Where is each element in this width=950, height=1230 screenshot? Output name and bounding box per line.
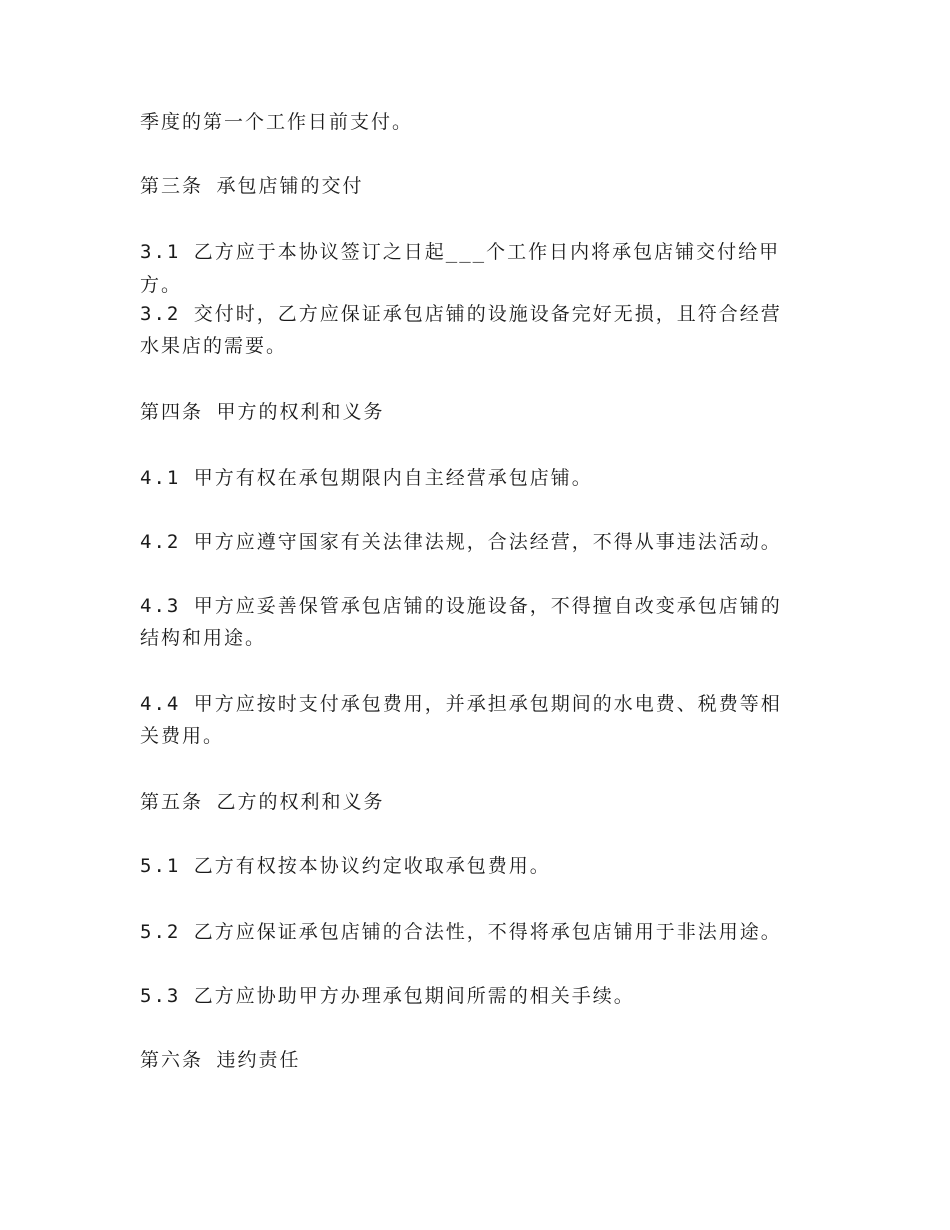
clause-4-1: 4.1 甲方有权在承包期限内自主经营承包店铺。 [140,467,593,489]
article-6-heading: 第六条 违约责任 [140,1049,301,1071]
clause-3-2-line-1: 3.2 交付时，乙方应保证承包店铺的设施设备完好无损，且符合经营 [140,303,782,325]
clause-5-2: 5.2 乙方应保证承包店铺的合法性，不得将承包店铺用于非法用途。 [140,921,782,943]
clause-5-1: 5.1 乙方有权按本协议约定收取承包费用。 [140,855,551,877]
clause-4-4-line-1: 4.4 甲方应按时支付承包费用，并承担承包期间的水电费、税费等相 [140,693,782,715]
paragraph-payment-deadline: 季度的第一个工作日前支付。 [140,111,414,133]
clause-3-1: 3.1 乙方应于本协议签订之日起___个工作日内将承包店铺交付给甲方。 [140,241,781,296]
clause-4-3-line-2: 结构和用途。 [140,627,267,649]
clause-3-2-line-2: 水果店的需要。 [140,335,288,357]
article-4-heading: 第四条 甲方的权利和义务 [140,401,385,423]
clause-4-2: 4.2 甲方应遵守国家有关法律法规，合法经营，不得从事违法活动。 [140,531,782,553]
clause-5-3: 5.3 乙方应协助甲方办理承包期间所需的相关手续。 [140,985,635,1007]
article-3-heading: 第三条 承包店铺的交付 [140,175,364,197]
clause-4-4-line-2: 关费用。 [140,725,225,747]
clause-4-3-line-1: 4.3 甲方应妥善保管承包店铺的设施设备，不得擅自改变承包店铺的 [140,595,782,617]
article-5-heading: 第五条 乙方的权利和义务 [140,791,385,813]
